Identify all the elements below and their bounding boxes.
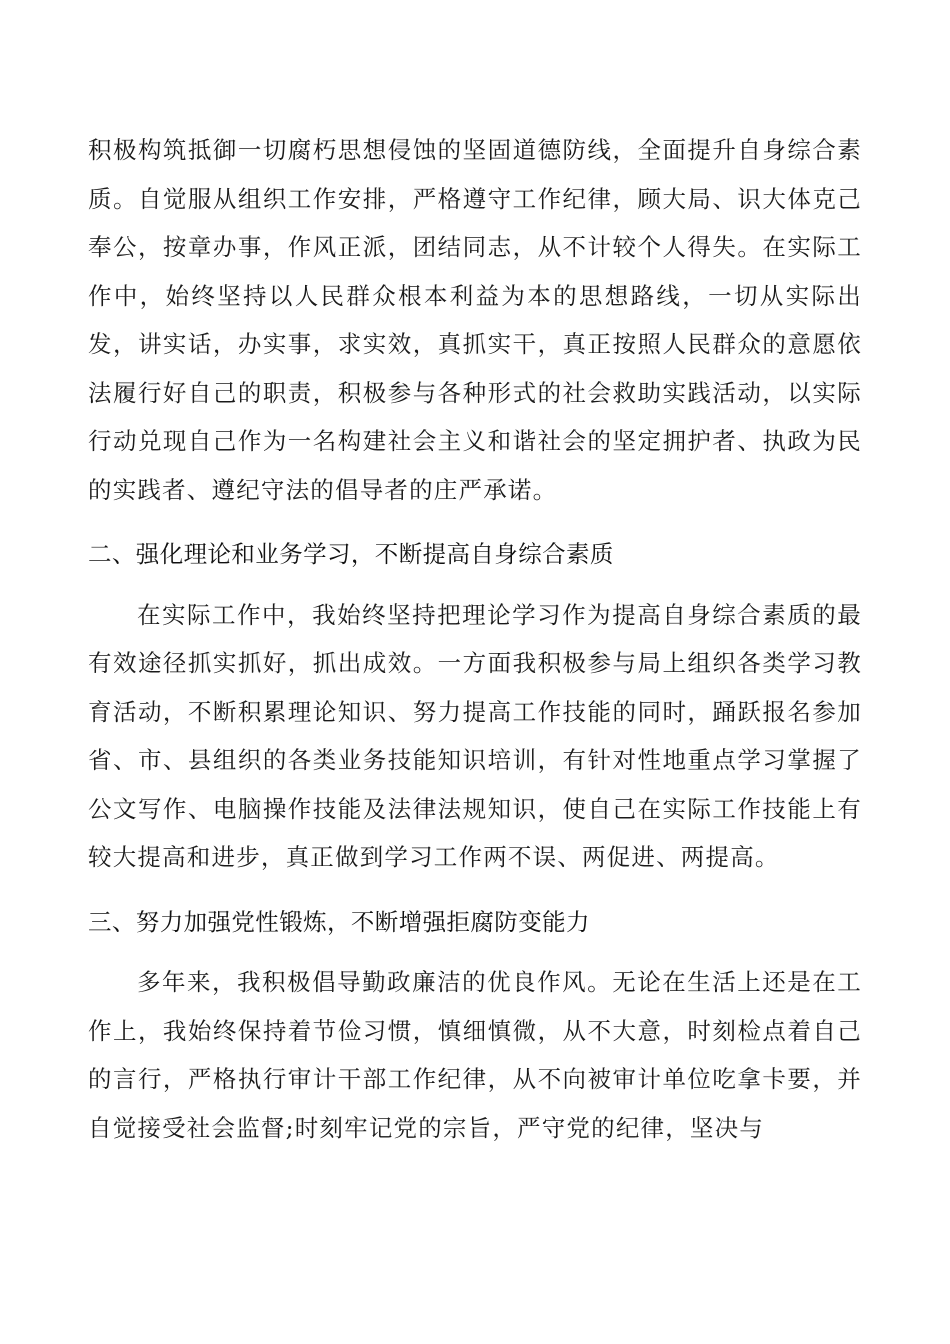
section-heading-3: 三、努力加强党性锻炼，不断增强拒腐防变能力 <box>88 907 590 936</box>
spacer <box>88 946 862 958</box>
spacer <box>88 579 862 591</box>
paragraph-section-3: 多年来，我积极倡导勤政廉洁的优良作风。无论在生活上还是在工作上，我始终保持着节俭习惯，慎细慎微，从不大意，时刻检点着自己的言行，严格执行审计干部工作纪律，从不向被审计单位吃拿卡要，并自觉接受社会监督;时刻牢记党的宗旨，严守党的纪律，坚决与 <box>88 968 862 1142</box>
document-body <box>88 126 862 1152</box>
paragraph-continuation: 积极构筑抵御一切腐朽思想侵蚀的坚固道德防线，全面提升自身综合素质。自觉服从组织工作安排，严格遵守工作纪律，顾大局、识大体克己奉公，按章办事，作风正派，团结同志，从不计较个人得失。在实际工作中，始终坚持以人民群众根本利益为本的思想路线，一切从实际出发，讲实话，办实事，求实效，真抓实干，真正按照人民群众的意愿依法履行好自己的职责，积极参与各种形式的社会救助实践活动，以实际行动兑现自己作为一名构建社会主义和谐社会的坚定拥护者、执政为民的实践者、遵纪守法的倡导者的庄严承诺。 <box>88 136 862 504</box>
section-heading-2: 二、强化理论和业务学习，不断提高自身综合素质 <box>88 540 614 568</box>
spacer <box>88 514 862 530</box>
spacer <box>88 882 862 898</box>
paragraph-section-2: 在实际工作中，我始终坚持把理论学习作为提高自身综合素质的最有效途径抓实抓好，抓出成效。一方面我积极参与局上组织各类学习教育活动，不断积累理论知识、努力提高工作技能的同时，踊跃报名参加省、市、县组织的各类业务技能知识培训，有针对性地重点学习掌握了公文写作、电脑操作技能及法律法规知识，使自己在实际工作技能上有较大提高和进步，真正做到学习工作两不误、两促进、两提高。 <box>88 600 862 871</box>
